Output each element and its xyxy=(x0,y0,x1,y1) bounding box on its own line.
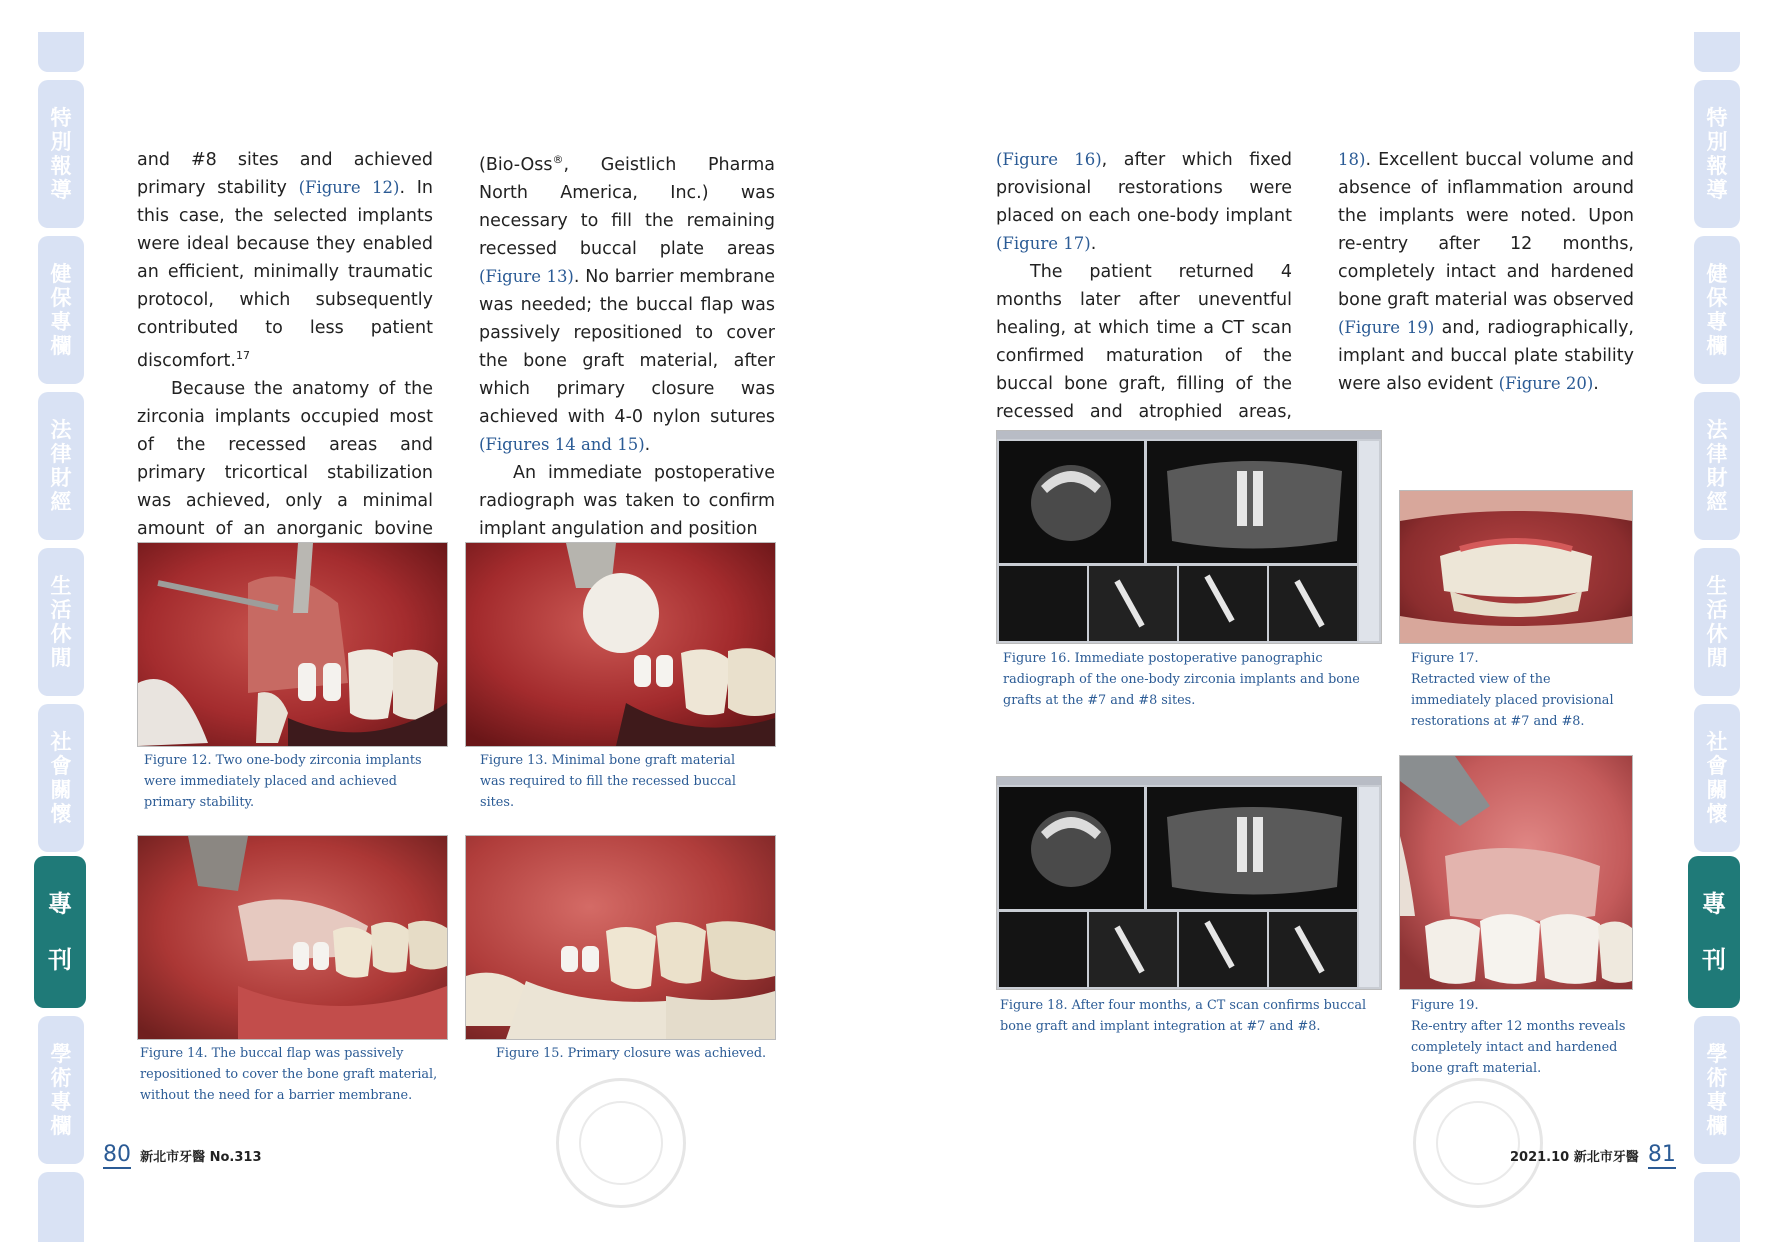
caption-text: Retracted view of the immediately placed provisional restorations at #7 and #8. xyxy=(1411,672,1614,729)
caption-label: Figure 16. xyxy=(1003,651,1071,666)
tab-label: 專 刊 xyxy=(1702,890,1726,974)
tab-academic[interactable] xyxy=(38,1016,84,1164)
figure-12-caption xyxy=(144,750,439,813)
figure-reference[interactable]: (Figure 16) xyxy=(996,150,1102,169)
tab-academic[interactable] xyxy=(1694,1016,1740,1164)
paragraph: An immediate postoperative radiograph was taken to confirm implant angulation and position xyxy=(479,462,775,539)
caption-label: Figure 19. xyxy=(1411,998,1479,1013)
tab-special-issue-active[interactable] xyxy=(34,856,86,1008)
tab-social-care[interactable] xyxy=(38,704,84,852)
tab-label: 法 律 財 經 xyxy=(50,418,72,514)
tab-special-report[interactable] xyxy=(1694,80,1740,228)
tab-bottom-cap xyxy=(38,1172,84,1242)
tab-health-insurance[interactable] xyxy=(38,236,84,384)
figure-13-caption xyxy=(480,750,760,813)
figure-14-photo xyxy=(137,835,448,1040)
tab-label: 社 會 關 懷 xyxy=(1706,730,1728,826)
tab-label: 特 別 報 導 xyxy=(50,106,72,202)
figure-16-ct-scan xyxy=(996,430,1382,644)
tab-label: 健 保 專 欄 xyxy=(1706,262,1728,358)
tab-law-finance[interactable] xyxy=(38,392,84,540)
tab-label: 社 會 關 懷 xyxy=(50,730,72,826)
tab-label: 生 活 休 閒 xyxy=(1706,574,1728,670)
left-column-2 xyxy=(479,146,775,543)
figure-13-photo xyxy=(465,542,776,747)
caption-label: Figure 12. xyxy=(144,753,212,768)
right-column-1 xyxy=(996,146,1292,454)
page-number: 80 xyxy=(103,1142,131,1167)
figure-reference[interactable]: (Figures 14 and 15) xyxy=(479,434,645,454)
tab-health-insurance[interactable] xyxy=(1694,236,1740,384)
figure-reference[interactable]: (Figure 20) xyxy=(1498,374,1594,393)
figure-reference[interactable]: 18) xyxy=(1338,150,1366,169)
caption-text: Primary closure was achieved. xyxy=(567,1046,767,1061)
figure-12-photo xyxy=(137,542,448,747)
tab-leisure[interactable] xyxy=(38,548,84,696)
caption-label: Figure 14. xyxy=(140,1046,208,1061)
figure-17-photo xyxy=(1399,490,1633,644)
left-column-1 xyxy=(137,146,433,571)
figure-reference[interactable]: (Figure 19) xyxy=(1338,318,1435,337)
figure-15-caption xyxy=(496,1043,776,1064)
right-column-2 xyxy=(1338,146,1634,398)
figure-19-photo xyxy=(1399,755,1633,990)
tab-special-report[interactable] xyxy=(38,80,84,228)
paragraph: (Figure 16), after which fixed provisional restorations were placed on each one-body implant (Figure 17). xyxy=(996,150,1292,254)
tab-law-finance[interactable] xyxy=(1694,392,1740,540)
caption-label: Figure 17. xyxy=(1411,651,1479,666)
page-number: 81 xyxy=(1647,1142,1676,1167)
caption-label: Figure 18. xyxy=(1000,998,1068,1013)
caption-text: Re-entry after 12 months reveals completely intact and hardened bone graft material. xyxy=(1411,1019,1626,1076)
tab-special-issue-active[interactable] xyxy=(1688,856,1740,1008)
figure-reference[interactable]: (Figure 12) xyxy=(298,178,400,197)
figure-15-photo xyxy=(465,835,776,1040)
figure-reference[interactable]: (Figure 13) xyxy=(479,266,574,286)
caption-label: Figure 13. xyxy=(480,753,548,768)
caption-text: Immediate postoperative panographic radiograph of the one-body zirconia implants and bone grafts at the #7 and #8 sites. xyxy=(1003,651,1360,708)
tab-bottom-cap xyxy=(1694,1172,1740,1242)
tab-label: 特 別 報 導 xyxy=(1706,106,1728,202)
figure-17-caption xyxy=(1411,648,1633,732)
tab-label: 生 活 休 閒 xyxy=(50,574,72,670)
caption-text: Two one-body zirconia implants were immediately placed and achieved primary stability. xyxy=(144,753,422,810)
tab-label: 法 律 財 經 xyxy=(1706,418,1728,514)
citation: 17 xyxy=(235,349,250,362)
tab-social-care[interactable] xyxy=(1694,704,1740,852)
figure-18-caption xyxy=(1000,995,1380,1037)
paragraph: Because the anatomy of the zirconia implants occupied most of the recessed areas and primary tricortical stabilization was achieved, only a minimal amount of an anorganic bovine xyxy=(137,378,433,539)
caption-text: The buccal flap was passively repositioned to cover the bone graft material, without the need for a barrier membrane. xyxy=(140,1046,438,1103)
tab-leisure[interactable] xyxy=(1694,548,1740,696)
journal-name: 2021.10 新北市牙醫 xyxy=(1510,1150,1639,1165)
tab-top-cap xyxy=(38,32,84,72)
figure-16-caption xyxy=(1003,648,1378,711)
tab-top-cap xyxy=(1694,32,1740,72)
caption-text: After four months, a CT scan confirms buccal bone graft and implant integration at #7 and #8. xyxy=(1000,998,1367,1034)
caption-label: Figure 15. xyxy=(496,1046,564,1061)
library-stamp-watermark xyxy=(556,1078,686,1208)
left-folio xyxy=(103,1142,262,1167)
paragraph: The patient returned 4 months later after uneventful healing, at which time a CT scan confirmed maturation of the buccal bone graft, filling of the recessed and atrophied areas, xyxy=(996,258,1292,454)
tab-label: 專 刊 xyxy=(48,890,72,974)
caption-text: Minimal bone graft material was required to fill the recessed buccal sites. xyxy=(480,753,737,810)
journal-name: 新北市牙醫 No.313 xyxy=(140,1150,262,1165)
figure-18-ct-scan xyxy=(996,776,1382,990)
paragraph: 18). Excellent buccal volume and absence of inflammation around the implants were noted. Upon re-entry after 12 months, completely intact and hardened bone graft material was observed (Figure 19) and, radiographically, implant and buccal plate stability were also evident (Figure 20). xyxy=(1338,150,1634,394)
figure-19-caption xyxy=(1411,995,1633,1079)
tab-label: 學 術 專 欄 xyxy=(1706,1042,1728,1138)
tab-label: 學 術 專 欄 xyxy=(50,1042,72,1138)
tab-label: 健 保 專 欄 xyxy=(50,262,72,358)
figure-14-caption xyxy=(140,1043,440,1106)
right-folio xyxy=(1510,1142,1676,1167)
figure-reference[interactable]: (Figure 17) xyxy=(996,234,1091,253)
paragraph: and #8 sites and achieved primary stability (Figure 12). In this case, the selected implants were ideal because they enabled an efficient, minimally traumatic protocol, which subsequently contributed to less patient discomfort.$^{17}$ xyxy=(137,150,433,371)
paragraph: (Bio-Oss®, Geistlich Pharma North America, Inc.) was necessary to fill the remaining recessed buccal plate areas (Figure 13). No barrier membrane was needed; the buccal flap was passively repositioned to cover the bone graft material, after which primary closure was achieved with 4-0 nylon sutures (Figures 14 and 15). xyxy=(479,153,775,455)
